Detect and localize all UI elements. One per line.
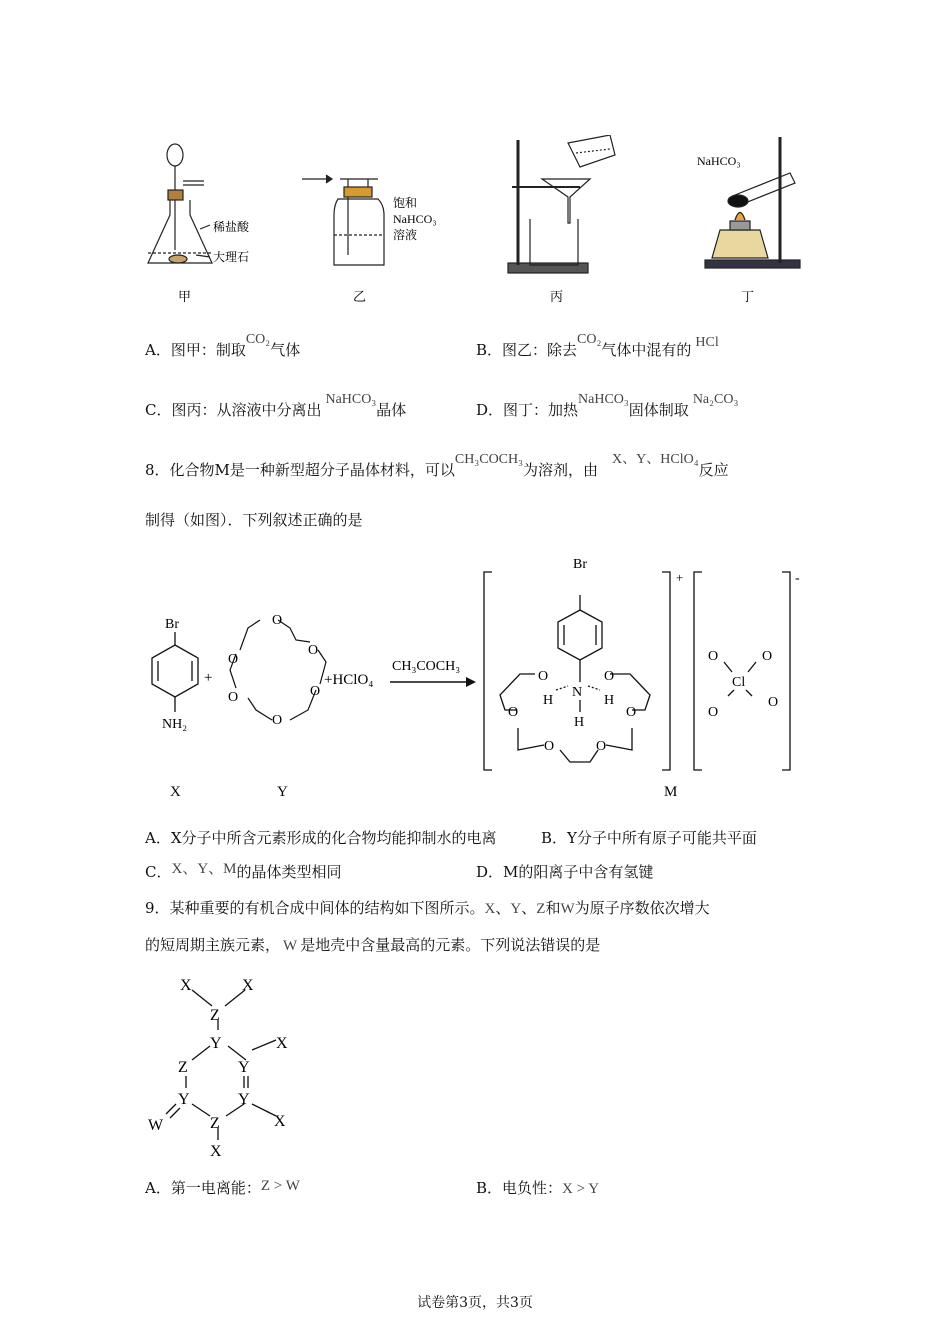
q9-stem-line2	[145, 935, 600, 956]
q8-stem-line1	[145, 452, 729, 482]
option-b-formula2: HCl	[695, 335, 719, 350]
anion-o-2: O	[762, 649, 773, 664]
q9-option-a-formula: Z > W	[260, 1178, 300, 1194]
q8-option-b[interactable]: B．Y分子中所有原子可能共平面	[541, 829, 757, 847]
y-o-top: O	[272, 613, 283, 628]
m-o-5: O	[544, 739, 555, 754]
q9-and: 和	[545, 899, 561, 917]
label-nahco3-heated: NaHCO₃	[697, 154, 741, 168]
q9-fig-y-4: Y	[238, 1091, 250, 1108]
molecule-x	[152, 632, 198, 712]
q8-option-c-formula: X、Y、M	[171, 861, 237, 877]
q9-stem-start: 9．某种重要的有机合成中间体的结构如下图所示。	[145, 899, 485, 917]
apparatus-bing	[508, 135, 615, 273]
q9-stem-end: 为原子序数依次增大	[574, 899, 710, 917]
q9-fig-z-3: Z	[210, 1115, 220, 1132]
m-h-2: H	[604, 693, 615, 708]
q9-fig-x-3: X	[276, 1035, 288, 1052]
q9-structure-figure	[140, 968, 320, 1168]
label-nahco3-solution-formula: NaHCO₃	[393, 212, 437, 226]
option-b-mid: 气体中混有的	[601, 341, 692, 359]
q7-option-c[interactable]	[145, 392, 407, 422]
q8-option-c-tail: 的晶体类型相同	[236, 863, 342, 881]
caption-bing: 丙	[550, 289, 564, 304]
q9-w: W	[560, 901, 575, 917]
label-solution: 溶液	[393, 228, 418, 242]
q8-stem-mid: 为溶剂，由	[523, 461, 599, 479]
q8-reactants-formula: X、Y、HClO₄	[612, 452, 699, 467]
caption-ding: 丁	[741, 289, 755, 304]
q9-y: Y	[510, 901, 522, 917]
q7-option-b[interactable]	[476, 332, 719, 362]
anion-o-4: O	[768, 695, 779, 710]
q8-stem-end: 反应	[698, 461, 729, 479]
anion-cl: Cl	[732, 675, 746, 690]
y-o-right-bottom: O	[310, 684, 321, 699]
option-d-mid: 固体制取	[628, 401, 689, 419]
molecule-y	[230, 620, 326, 720]
q9-x: X	[484, 901, 496, 917]
m-o-1: O	[538, 669, 549, 684]
option-c-tail: 晶体	[376, 401, 407, 419]
option-d-formula2: Na₂CO₃	[692, 392, 739, 407]
y-o-left-top: O	[228, 652, 239, 667]
y-o-left-bottom: O	[228, 690, 239, 705]
q9-option-b-formula: X > Y	[562, 1181, 600, 1197]
m-o-6: O	[596, 739, 607, 754]
label-y: Y	[277, 784, 288, 800]
m-anion-bracket	[694, 572, 790, 770]
q9-fig-z-1: Z	[210, 1007, 220, 1024]
m-cation-charge: +	[676, 570, 684, 585]
plus-1: +	[204, 670, 213, 686]
q7-option-d[interactable]	[476, 392, 739, 422]
option-c-formula: NaHCO₃	[325, 392, 377, 407]
q9-stem-line2-start: 的短周期主族元素，	[145, 936, 281, 954]
option-c-text: C．图丙：从溶液中分离出	[145, 401, 322, 419]
m-n: N	[572, 685, 583, 700]
q8-option-c[interactable]	[145, 862, 342, 883]
q9-sep-1: 、	[495, 899, 511, 917]
option-d-formula: NaHCO₃	[578, 392, 629, 407]
caption-jia: 甲	[178, 289, 192, 304]
arrow-solvent-label: CH₃COCH₃	[392, 659, 461, 674]
option-b-text: B．图乙：除去	[476, 341, 578, 359]
q8-option-a[interactable]: A．X分子中所含元素形成的化合物均能抑制水的电离	[145, 829, 497, 847]
anion-o-3: O	[708, 705, 719, 720]
q9-fig-y-2: Y	[238, 1059, 250, 1076]
q7-option-a[interactable]	[145, 332, 301, 362]
q9-line2-w: W	[283, 938, 298, 954]
q7-apparatus-figure	[140, 135, 820, 315]
caption-yi: 乙	[353, 289, 367, 304]
q8-stem-start: 8．化合物M是一种新型超分子晶体材料，可以	[145, 461, 455, 479]
option-b-formula: CO₂	[577, 332, 602, 347]
label-dilute-hcl: 稀盐酸	[213, 220, 250, 234]
q9-option-b[interactable]	[476, 1178, 599, 1199]
plus-hclo4: +HClO₄	[324, 672, 374, 688]
apparatus-yi	[302, 175, 384, 265]
option-a-tail: 气体	[270, 341, 301, 359]
m-o-4: O	[626, 705, 637, 720]
q8-option-c-label: C．	[145, 863, 172, 881]
q9-fig-y-3: Y	[178, 1091, 190, 1108]
m-o-3: O	[508, 705, 519, 720]
label-x: X	[170, 784, 181, 800]
label-marble: 大理石	[213, 250, 250, 264]
label-saturated: 饱和	[393, 196, 418, 210]
reaction-arrowhead	[466, 677, 476, 687]
m-h-1: H	[543, 693, 554, 708]
label-m: M	[664, 784, 678, 800]
q9-fig-w: W	[148, 1117, 164, 1134]
x-nh2: NH₂	[162, 717, 188, 732]
m-anion-charge: -	[795, 571, 800, 586]
y-o-right-top: O	[308, 643, 319, 658]
option-a-formula: CO₂	[245, 332, 271, 347]
y-o-bottom: O	[272, 713, 283, 728]
m-br: Br	[573, 557, 587, 572]
m-o-2: O	[604, 669, 615, 684]
option-a-text: A．图甲：制取	[145, 341, 246, 359]
m-cation-bracket	[484, 572, 670, 770]
q9-stem-line2-end: 是地壳中含量最高的元素。下列说法错误的是	[300, 936, 601, 954]
page-footer: 试卷第3页，共3页	[417, 1295, 533, 1311]
q9-option-a-label: A．第一电离能：	[145, 1179, 261, 1197]
q9-fig-z-2: Z	[178, 1059, 188, 1076]
q8-stem-line2: 制得（如图）．下列叙述正确的是	[145, 511, 363, 529]
q9-sep-2: 、	[521, 899, 537, 917]
option-d-text: D．图丁：加热	[476, 401, 579, 419]
q9-fig-x-1: X	[180, 977, 192, 994]
q9-fig-x-4: X	[274, 1113, 286, 1130]
x-br: Br	[165, 617, 179, 632]
q9-fig-x-5: X	[210, 1143, 222, 1160]
q9-option-a[interactable]	[145, 1178, 300, 1199]
q9-fig-y-1: Y	[210, 1035, 222, 1052]
q9-fig-x-2: X	[242, 977, 254, 994]
q9-stem-line1	[145, 898, 710, 919]
q9-z: Z	[536, 901, 546, 917]
apparatus-jia	[148, 144, 212, 263]
q9-option-b-label: B．电负性：	[476, 1179, 563, 1197]
q8-option-d[interactable]: D．M的阳离子中含有氢键	[476, 863, 654, 881]
q8-solvent-formula: CH₃COCH₃	[454, 452, 524, 467]
m-h-3: H	[574, 715, 585, 730]
anion-o-1: O	[708, 649, 719, 664]
q8-reaction-figure	[140, 550, 820, 810]
